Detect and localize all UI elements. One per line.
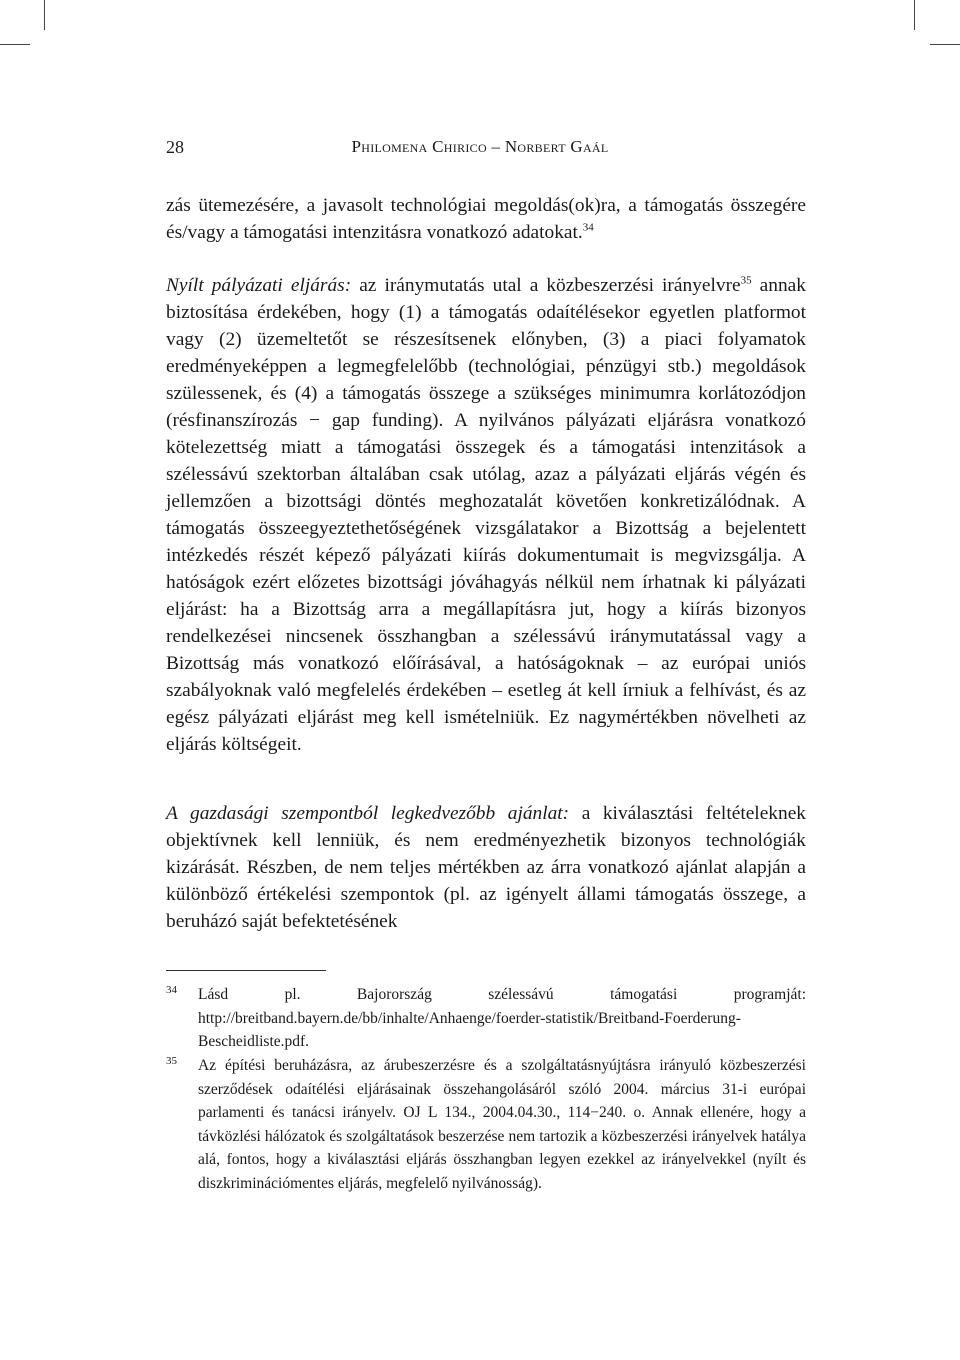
crop-mark-top-right-vertical bbox=[914, 0, 915, 30]
paragraph-3-text: a kiválasztási feltételeknek objektívnek kell lenniük, és nem eredményezhetik bizonyos technológiák kizárását. Részben, de nem teljes mértékben az árra vonatkozó ajánlat alapján a különböző értékelési szempontok (pl. az igényelt állami támogatás összege, a beruházó saját befektetésének bbox=[166, 803, 806, 932]
footnote-rule bbox=[166, 970, 326, 971]
footnote-number: 35 bbox=[166, 1055, 177, 1067]
footnote-ref-34[interactable]: 34 bbox=[582, 221, 594, 234]
footnote-text: Az építési beruházásra, az árubeszerzésre és a szolgáltatásnyújtásra irányuló közbeszerzési szerződések odaítélési eljárásainak összehangolásáról szóló 2004. március 31-i európai parlamenti és tanácsi irányelv. OJ L 134., 2004.04.30., 114−240. o. Annak ellenére, hogy a távközlési hálózatok és szolgáltatások beszerzése nem tartozik a közbeszerzési irányelvek hatálya alá, fontos, hogy a kiválasztási eljárás összhangban legyen ezekkel az irányelvekkel (nyílt és diszkriminációmentes eljárás, megfelelő nyilvánosság). bbox=[198, 1057, 806, 1192]
footnote-text: Lásd pl. Bajorország szélessávú támogatási programját: http://breitband.bayern.de/bb/inhalte/Anhaenge/foerder-statistik/Breitband-Foerderung-Bescheidliste.pdf. bbox=[198, 986, 806, 1050]
footnote-ref-35[interactable]: 35 bbox=[740, 274, 752, 287]
best-offer-term: A gazdasági szempontból legkedvezőbb ajánlat: bbox=[166, 803, 570, 824]
page-number: 28 bbox=[166, 137, 184, 157]
paragraph-2-text-a: az iránymutatás utal a közbeszerzési irányelvre bbox=[351, 275, 741, 296]
open-procedure-term: Nyílt pályázati eljárás: bbox=[166, 275, 352, 296]
crop-mark-top-right-horizontal bbox=[930, 44, 960, 45]
paragraph-2 bbox=[166, 272, 806, 758]
crop-mark-top-left-vertical bbox=[44, 0, 45, 30]
footnote-35 bbox=[166, 1054, 806, 1195]
running-head: Philomena Chirico – Norbert Gaál bbox=[351, 137, 609, 156]
crop-mark-top-left-horizontal bbox=[0, 44, 30, 45]
footnote-number: 34 bbox=[166, 984, 177, 996]
paragraph-1 bbox=[166, 192, 806, 246]
paragraph-1-text: zás ütemezésére, a javasolt technológiai megoldás(ok)ra, a támogatás összegére és/vagy a támogatási intenzitásra vonatkozó adatokat. bbox=[166, 195, 806, 243]
footnote-34 bbox=[166, 983, 806, 1054]
paragraph-2-text-b: annak biztosítása érdekében, hogy (1) a támogatás odaítélésekor egyetlen platformot vagy (2) üzemeltetőt se részesítsenek előnyben, (3) a piaci folyamatok eredményeképpen a legmegfelelőbb (technológiai, pénzügyi stb.) megoldások szülessenek, és (4) a támogatás összege a szükséges minimumra korlátozódjon (résfinanszírozás − gap funding). A nyilvános pályázati eljárásra vonatkozó kötelezettség miatt a támogatási összegek és a támogatási intenzitások a szélessávú szektorban általában csak utólag, azaz a pályázati eljárás végén és jellemzően a bizottsági döntés meghozatalát követően konkretizálódnak. A támogatás összeegyeztethetőségének vizsgálatakor a Bizottság a bejelentett intézkedés részét képező pályázati kiírás dokumentumait is megvizsgálja. A hatóságok ezért előzetes bizottsági jóváhagyás nélkül nem írhatnak ki pályázati eljárást: ha a Bizottság arra a megállapításra jut, hogy a kiírás bizonyos rendelkezései nincsenek összhangban a szélessávú iránymutatással vagy a Bizottság más vonatkozó előírásával, a hatóságoknak – az európai uniós szabályoknak való megfelelés érdekében – esetleg át kell írniuk a felhívást, és az egész pályázati eljárást meg kell ismételniük. Ez nagymértékben növelheti az eljárás költségeit. bbox=[166, 275, 806, 755]
paragraph-3 bbox=[166, 800, 806, 935]
